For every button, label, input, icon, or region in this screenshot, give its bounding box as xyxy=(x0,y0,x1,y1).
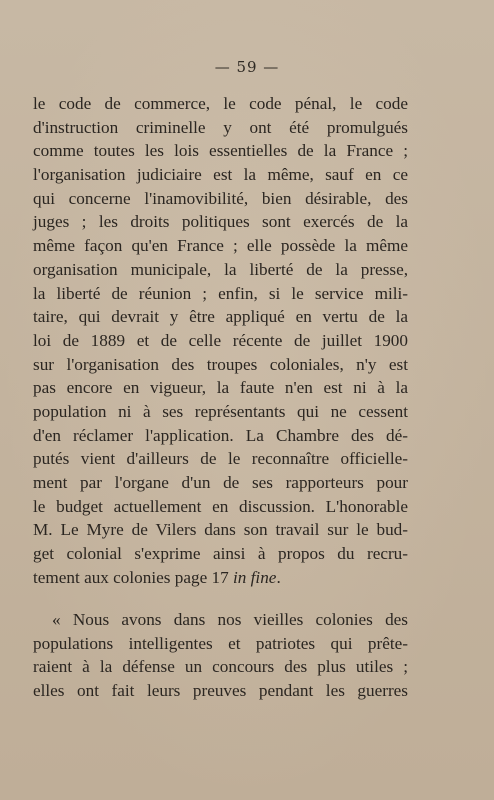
text-line: qui concerne l'inamovibilité, bien désirable, des xyxy=(33,188,408,208)
text-line: « Nous avons dans nos vieilles colonies des xyxy=(52,610,408,629)
text-line: d'en réclamer l'application. La Chambre des dé- xyxy=(33,425,408,445)
italic-phrase: in fine xyxy=(232,567,277,587)
paragraph-1 xyxy=(33,92,408,589)
last-line-prefix: tement aux colonies page 17 xyxy=(33,567,233,587)
text-line: même façon qu'en France ; elle possède la même xyxy=(33,236,408,256)
text-line: comme toutes les lois essentielles de la France ; xyxy=(33,141,408,161)
text-line: population ni à ses représentants qui ne cessent xyxy=(33,401,408,421)
text-line-last xyxy=(33,566,408,590)
text-line: pas encore en vigueur, la faute n'en est ni à la xyxy=(33,378,408,398)
text-line: loi de 1889 et de celle récente de juillet 1900 xyxy=(33,330,408,350)
text-line: elles ont fait leurs preuves pendant les guerres xyxy=(33,681,408,701)
text-line: le code de commerce, le code pénal, le code xyxy=(33,94,408,113)
text-line: raient à la défense un concours des plus utiles ; xyxy=(33,657,408,677)
text-line: organisation municipale, la liberté de la presse, xyxy=(33,259,408,279)
text-line: juges ; les droits politiques sont exercés de la xyxy=(33,212,408,232)
text-line: populations intelligentes et patriotes qui prête- xyxy=(33,633,408,653)
page-number: — 59 — xyxy=(214,58,280,76)
text-line: le budget actuellement en discussion. L'honorable xyxy=(33,496,408,516)
last-line-suffix: . xyxy=(276,567,281,587)
paragraph-2 xyxy=(33,608,408,703)
text-line: taire, qui devrait y être appliqué en vertu de la xyxy=(33,307,408,327)
text-line: M. Le Myre de Vilers dans son travail sur le bud- xyxy=(33,520,408,540)
text-line: get colonial s'exprime ainsi à propos du recru- xyxy=(33,544,408,564)
text-line: l'organisation judiciaire est la même, sauf en ce xyxy=(33,165,408,185)
text-line: sur l'organisation des troupes coloniales, n'y est xyxy=(33,354,408,374)
text-line: d'instruction criminelle y ont été promulgués xyxy=(33,117,408,137)
text-line: ment par l'organe d'un de ses rapporteurs pour xyxy=(33,473,408,492)
text-line: putés vient d'ailleurs de le reconnaître officielle- xyxy=(33,449,408,469)
text-line: la liberté de réunion ; enfin, si le service mili- xyxy=(33,283,408,303)
